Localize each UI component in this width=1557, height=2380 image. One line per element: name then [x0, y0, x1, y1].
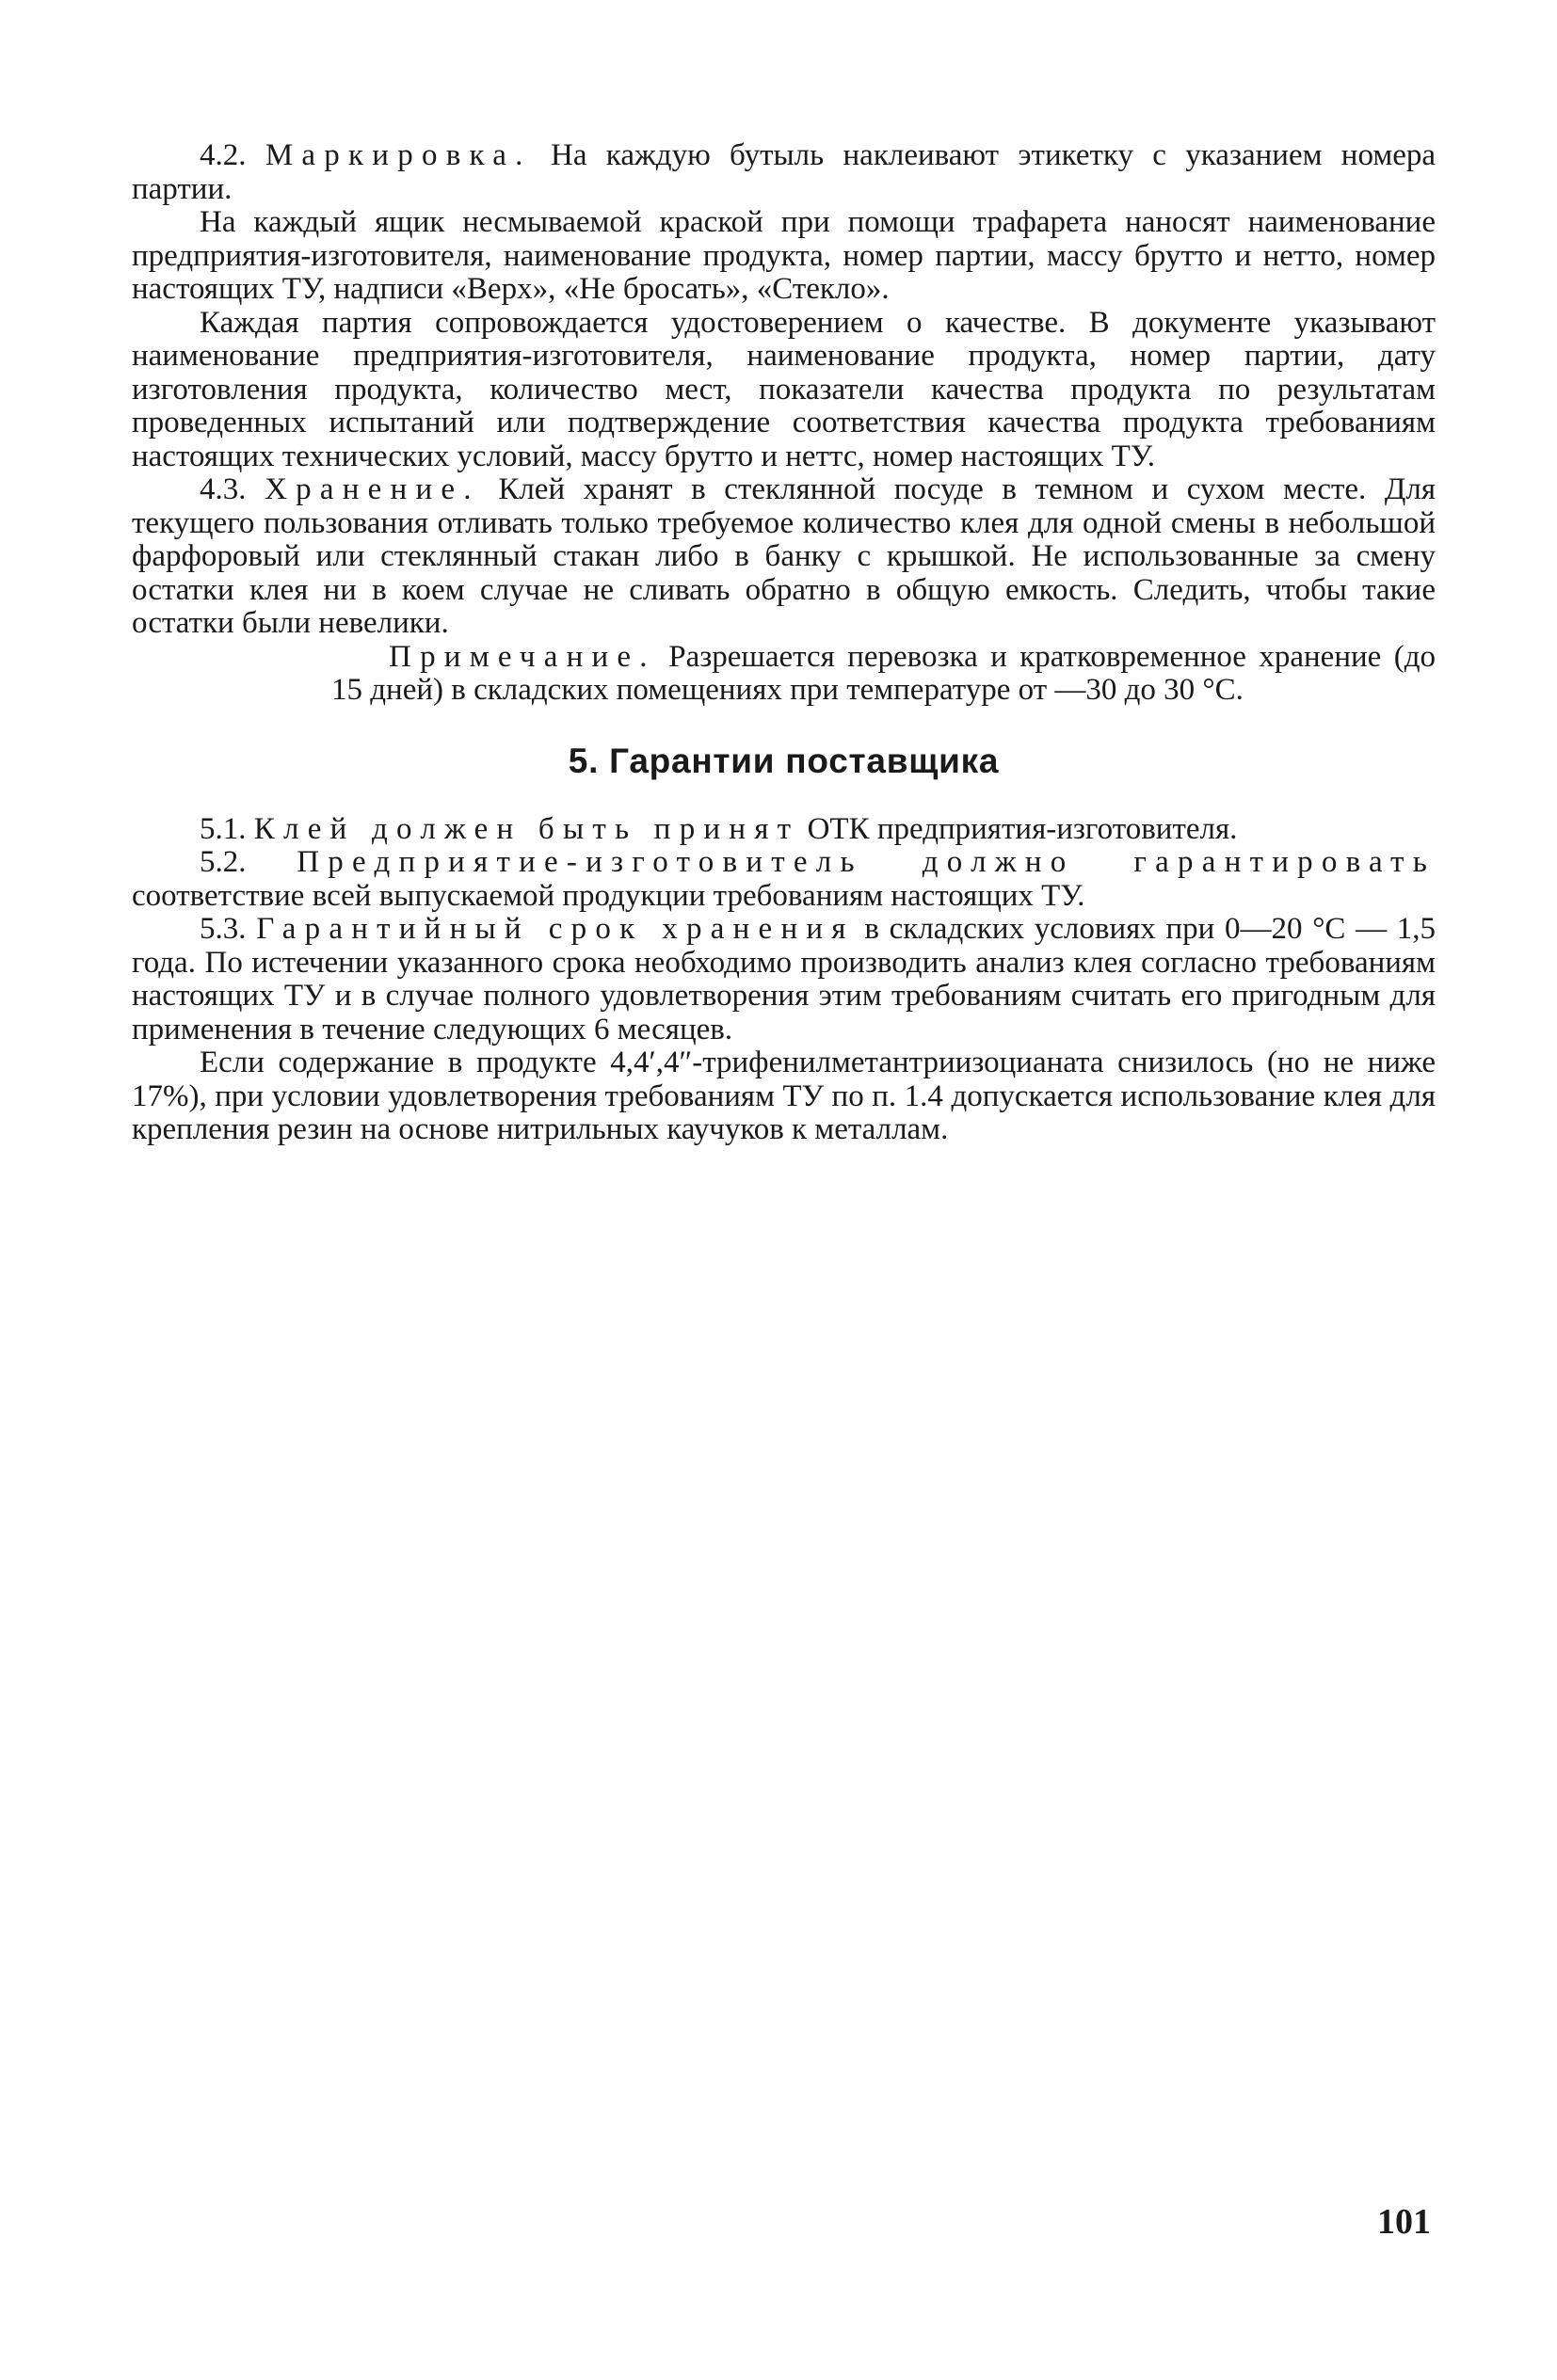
paragraph-number: 5.1.	[200, 811, 247, 846]
paragraph-5-1	[132, 813, 1436, 847]
paragraph-title: Маркировка.	[265, 138, 532, 172]
paragraph-title: Клей должен быть принят	[253, 811, 800, 846]
paragraph-text: соответствие всей выпускаемой продукции требованиям настоящих ТУ.	[132, 878, 1085, 913]
paragraph-title: Гарантийный срок хранения	[256, 912, 855, 946]
paragraph-number: 4.2.	[200, 138, 247, 172]
paragraph-quality-certificate: Каждая партия сопровождается удостоверением о качестве. В документе указывают наименование предприятия-изготовителя, наименование продукта, номер партии, дату изготовления продукта, количество мест, показатели качества продукта по результатам проведенных испытаний или подтверждение соответствия качества продукта требованиям настоящих технических условий, массу брутто и неттс, номер настоящих ТУ.	[132, 305, 1436, 473]
paragraph-4-2	[132, 139, 1436, 206]
paragraph-5-3	[132, 913, 1436, 1046]
section-heading: 5. Гарантии поставщика	[568, 741, 1000, 780]
document-page	[132, 139, 1436, 1147]
note	[331, 641, 1436, 708]
note-text: Разрешается перевозка и кратковременное хранение (до 15 дней) в складских помещениях при температуре от —30 до 30 °С.	[331, 639, 1436, 707]
paragraph-title: Хранение.	[265, 472, 480, 506]
paragraph-5-2	[132, 846, 1436, 913]
paragraph-number: 5.3.	[200, 912, 247, 946]
paragraph-box-marking: На каждый ящик несмываемой краской при помощи трафарета наносят наименование предприятия-изготовителя, наименование продукта, номер партии, массу брутто и нетто, номер настоящих ТУ, надписи «Верх», «Не бросать», «Стекло».	[132, 205, 1436, 306]
paragraph-text: в складских условиях при 0—20 °С — 1,5 года. По истечении указанного срока необходимо производить анализ клея согласно требованиям настоящих ТУ и в случае полного удовлетворения этим требованиям считать его пригодным для применения в течение следующих 6 месяцев.	[132, 912, 1437, 1046]
paragraph-title: Предприятие-изготовитель должно гарантировать	[297, 845, 1437, 879]
paragraph-number: 5.2.	[200, 845, 247, 879]
page-number: 101	[1377, 2202, 1431, 2242]
paragraph-text: Клей хранят в стеклянной посуде в темном и сухом месте. Для текущего пользования отливать только требуемое количество клея для одной смены в небольшой фарфоровый или стеклянный стакан либо в банку с крышкой. Не использованные за смену остатки клея ни в коем случае не сливать обратно в общую емкость. Следить, чтобы такие остатки были невелики.	[132, 472, 1437, 640]
paragraph-4-3	[132, 473, 1436, 641]
paragraph-number: 4.3.	[200, 472, 247, 506]
paragraph-text: На каждую бутыль наклеивают этикетку с указанием номера партии.	[132, 138, 1437, 206]
paragraph-content-reduction: Если содержание в продукте 4,4′,4″-трифенилметантриизоцианата снизилось (но не ниже 17%), при условии удовлетворения требованиям ТУ по п. 1.4 допускается использование клея для крепления резин на основе нитрильных каучуков к металлам.	[132, 1046, 1436, 1146]
note-title: Примечание.	[389, 639, 656, 674]
paragraph-text: ОТК предприятия-изготовителя.	[807, 811, 1238, 846]
